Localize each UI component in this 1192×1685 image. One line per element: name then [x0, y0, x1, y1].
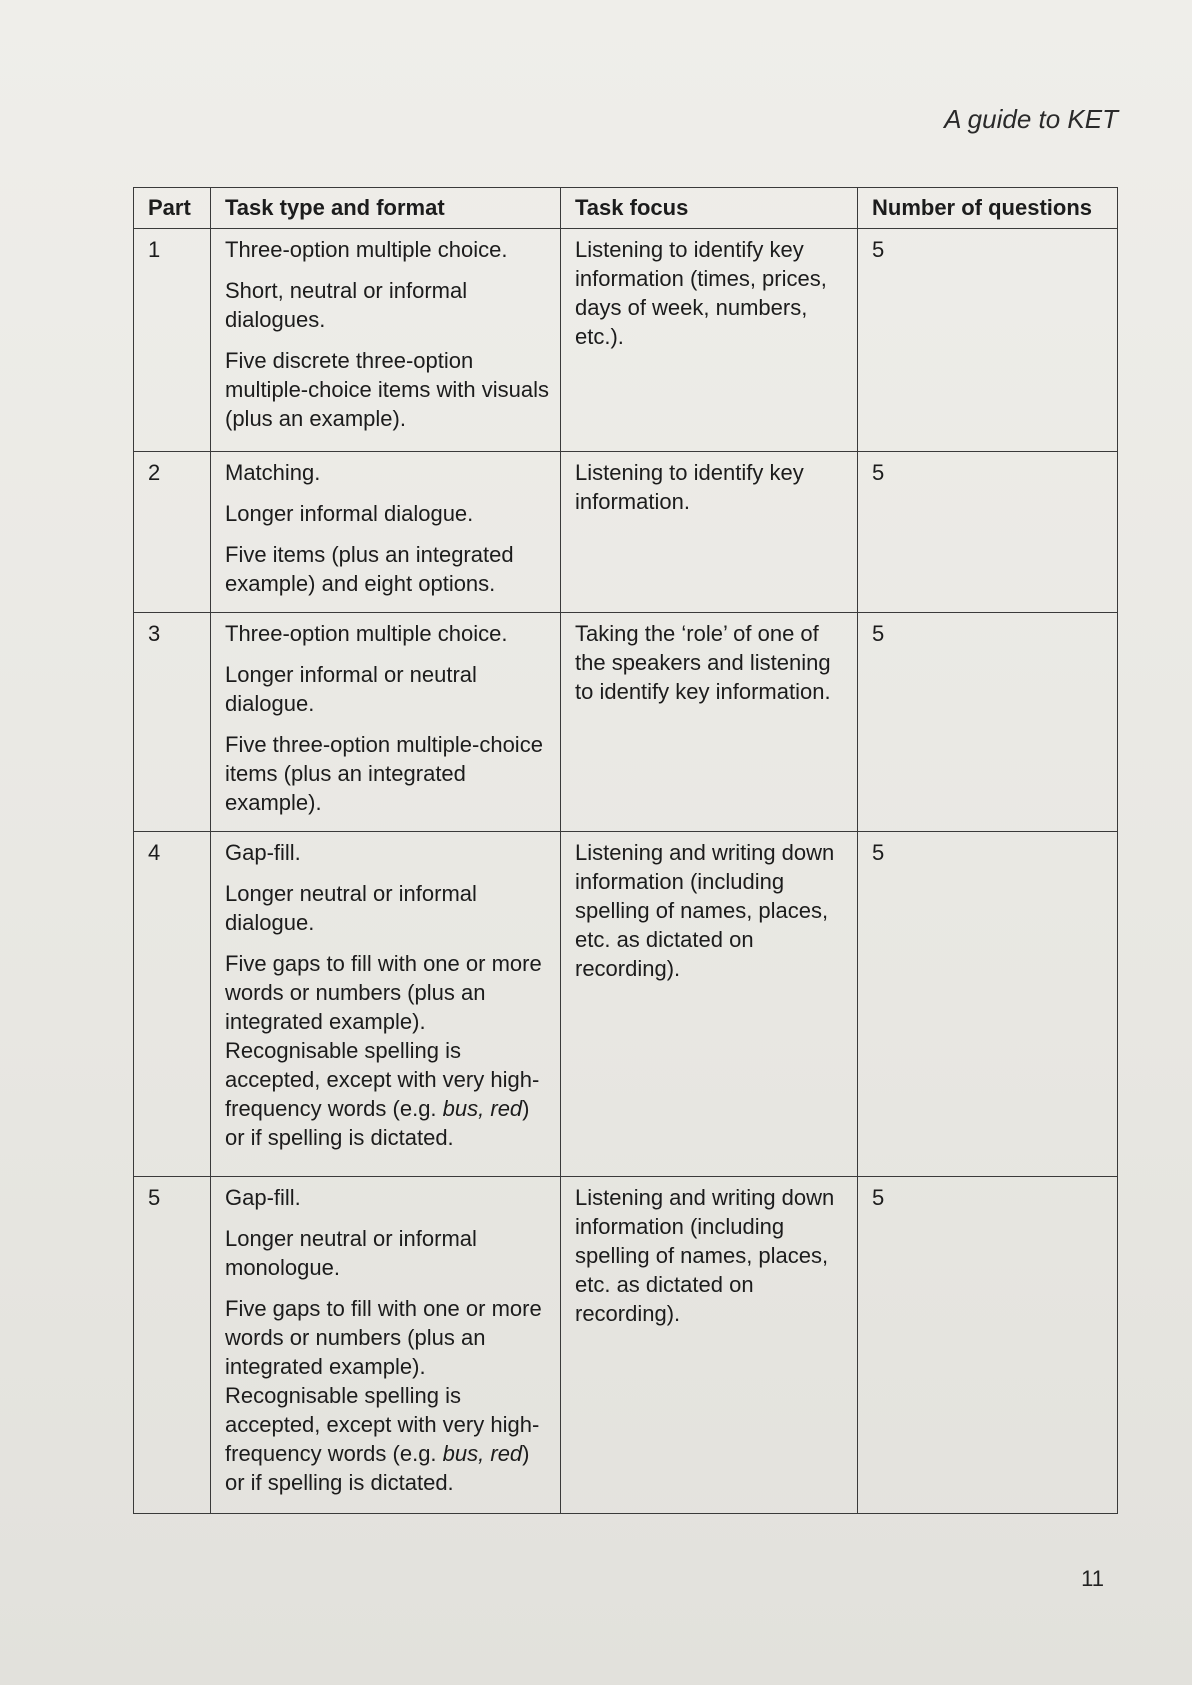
task-focus-cell: Listening and writing down information (including spelling of names, places, etc. as dictated on recording). [561, 1177, 858, 1514]
detail-text: Five gaps to fill with one or more words or numbers (plus an integrated example). Recognisable spelling is accepted, except with very high-frequency words (e.g. [225, 1296, 542, 1466]
detail-examples: bus, red [442, 1096, 523, 1121]
running-head: A guide to KET [944, 104, 1118, 134]
task-type-line: Longer neutral or informal monologue. [225, 1226, 477, 1280]
task-type-cell [211, 613, 561, 832]
part-number: 2 [134, 452, 211, 613]
table-row [134, 452, 1118, 613]
task-type-line: Three-option multiple choice. [225, 237, 508, 262]
question-count: 5 [858, 1177, 1118, 1514]
task-type-line: Longer informal dialogue. [225, 501, 474, 526]
task-type-line: Longer informal or neutral dialogue. [225, 662, 477, 716]
question-count: 5 [858, 832, 1118, 1177]
task-type-line: Gap-fill. [225, 840, 301, 865]
question-count: 5 [858, 613, 1118, 832]
table-row [134, 832, 1118, 1177]
part-number: 4 [134, 832, 211, 1177]
task-type-line: Short, neutral or informal dialogues. [225, 278, 468, 332]
task-type-cell [211, 1177, 561, 1514]
task-type-line: Three-option multiple choice. [225, 621, 508, 646]
task-type-cell [211, 452, 561, 613]
header-number-of-questions: Number of questions [858, 188, 1118, 229]
ket-listening-table [133, 187, 1118, 1514]
detail-text: Five gaps to fill with one or more words or numbers (plus an integrated example). Recognisable spelling is accepted, except with very high-frequency words (e.g. [225, 951, 542, 1121]
task-type-line: Five discrete three-option multiple-choice items with visuals (plus an example). [225, 348, 549, 431]
question-count: 5 [858, 452, 1118, 613]
task-focus-cell: Taking the ‘role’ of one of the speakers and listening to identify key information. [561, 613, 858, 832]
header-task-focus: Task focus [561, 188, 858, 229]
task-focus-cell: Listening to identify key information. [561, 452, 858, 613]
task-type-cell [211, 229, 561, 452]
task-focus-cell: Listening to identify key information (times, prices, days of week, numbers, etc.). [561, 229, 858, 452]
task-focus-cell: Listening and writing down information (including spelling of names, places, etc. as dictated on recording). [561, 832, 858, 1177]
header-task-type: Task type and format [211, 188, 561, 229]
part-number: 5 [134, 1177, 211, 1514]
part-number: 1 [134, 229, 211, 452]
header-part: Part [134, 188, 211, 229]
task-type-line: Five three-option multiple-choice items (plus an integrated example). [225, 732, 543, 815]
task-type-detail [225, 949, 550, 1152]
detail-text: ) or if spelling is dictated. [225, 1096, 530, 1150]
page-number: 11 [1081, 1566, 1104, 1591]
task-type-line: Matching. [225, 460, 321, 485]
task-type-detail [225, 1294, 550, 1497]
table-header-row [134, 188, 1118, 229]
task-type-line: Five items (plus an integrated example) and eight options. [225, 542, 514, 596]
part-number: 3 [134, 613, 211, 832]
task-type-line: Longer neutral or informal dialogue. [225, 881, 477, 935]
detail-text: ) or if spelling is dictated. [225, 1441, 530, 1495]
detail-examples: bus, red [442, 1441, 523, 1466]
table-row [134, 229, 1118, 452]
table-row [134, 613, 1118, 832]
question-count: 5 [858, 229, 1118, 452]
task-type-line: Gap-fill. [225, 1185, 301, 1210]
table-row [134, 1177, 1118, 1514]
task-type-cell [211, 832, 561, 1177]
